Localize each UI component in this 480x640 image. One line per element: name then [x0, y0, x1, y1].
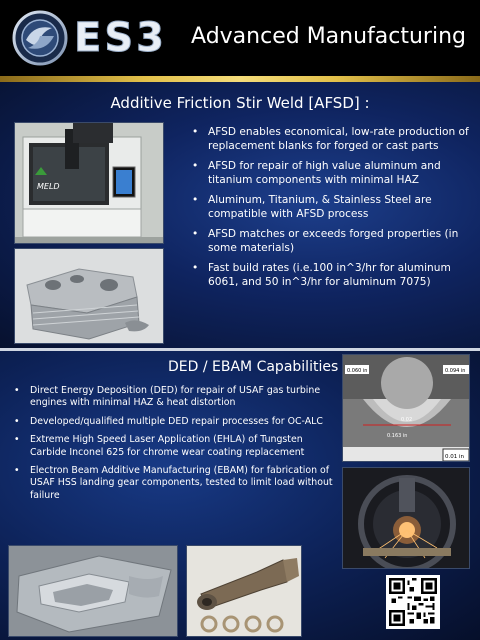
- list-item: • Aluminum, Titanium, & Stainless Steel are compatible with AFSD process: [190, 194, 472, 222]
- ded-ebam-section: [0, 351, 480, 640]
- list-item: • Developed/qualified multiple DED repair processes for OC-ALC: [12, 416, 342, 428]
- machine-illustration: [15, 123, 164, 244]
- list-item: • AFSD matches or exceeds forged properties (in some materials): [190, 228, 472, 256]
- list-item: • Electron Beam Additive Manufacturing (EBAM) for fabrication of USAF HSS landing gear components, tested to limit load without failure: [12, 465, 342, 502]
- ded-bullet-list: [12, 385, 342, 508]
- qr-code-icon[interactable]: [386, 575, 440, 629]
- micrograph-label-left: 0.060 in: [347, 368, 368, 374]
- header: [0, 0, 480, 78]
- micrograph-illustration: [343, 355, 470, 462]
- ebam-part-illustration: [187, 546, 302, 637]
- logo-wordmark: ES3: [74, 15, 167, 61]
- micrograph-scale-label: 0.01 in: [445, 454, 465, 460]
- micrograph-label-right: 0.094 in: [445, 368, 466, 374]
- list-item: • Fast build rates (i.e.100 in^3/hr for aluminum 6061, and 50 in^3/hr for aluminum 7075): [190, 262, 472, 290]
- ebam-chamber-photo: [342, 467, 470, 569]
- afsd-bullet-list: [190, 126, 472, 296]
- list-item: • AFSD enables economical, low-rate production of replacement blanks for forged or cast parts: [190, 126, 472, 154]
- es3-logo-icon: [12, 10, 68, 66]
- weld-micrograph-photo: [342, 354, 470, 462]
- ebam-landing-gear-photo: [186, 545, 302, 637]
- chamber-illustration: [343, 468, 470, 569]
- afsd-part-photo: [14, 248, 164, 344]
- ded-heading: DED / EBAM Capabilities: [168, 359, 339, 375]
- qr-code-graphic: [389, 578, 437, 626]
- afsd-machine-photo: [14, 122, 164, 244]
- afsd-section: [0, 82, 480, 348]
- page-title: Advanced Manufacturing: [191, 24, 466, 49]
- list-item: • Extreme High Speed Laser Application (EHLA) of Tungsten Carbide Inconel 625 for chrome wear coating replacement: [12, 434, 342, 459]
- afsd-heading: Additive Friction Stir Weld [AFSD] :: [110, 94, 370, 112]
- micrograph-label-bottom: 0.163 in: [387, 433, 408, 439]
- ded-part-illustration: [9, 546, 178, 637]
- afsd-part-illustration: [15, 249, 164, 344]
- machine-brand-label: MELD: [37, 182, 60, 191]
- list-item: • Direct Energy Deposition (DED) for repair of USAF gas turbine engines with minimal HAZ & heat distortion: [12, 385, 342, 410]
- list-item: • AFSD for repair of high value aluminum and titanium components with minimal HAZ: [190, 160, 472, 188]
- micrograph-label-mid: 0.02: [401, 417, 413, 423]
- ded-repaired-part-photo: [8, 545, 178, 637]
